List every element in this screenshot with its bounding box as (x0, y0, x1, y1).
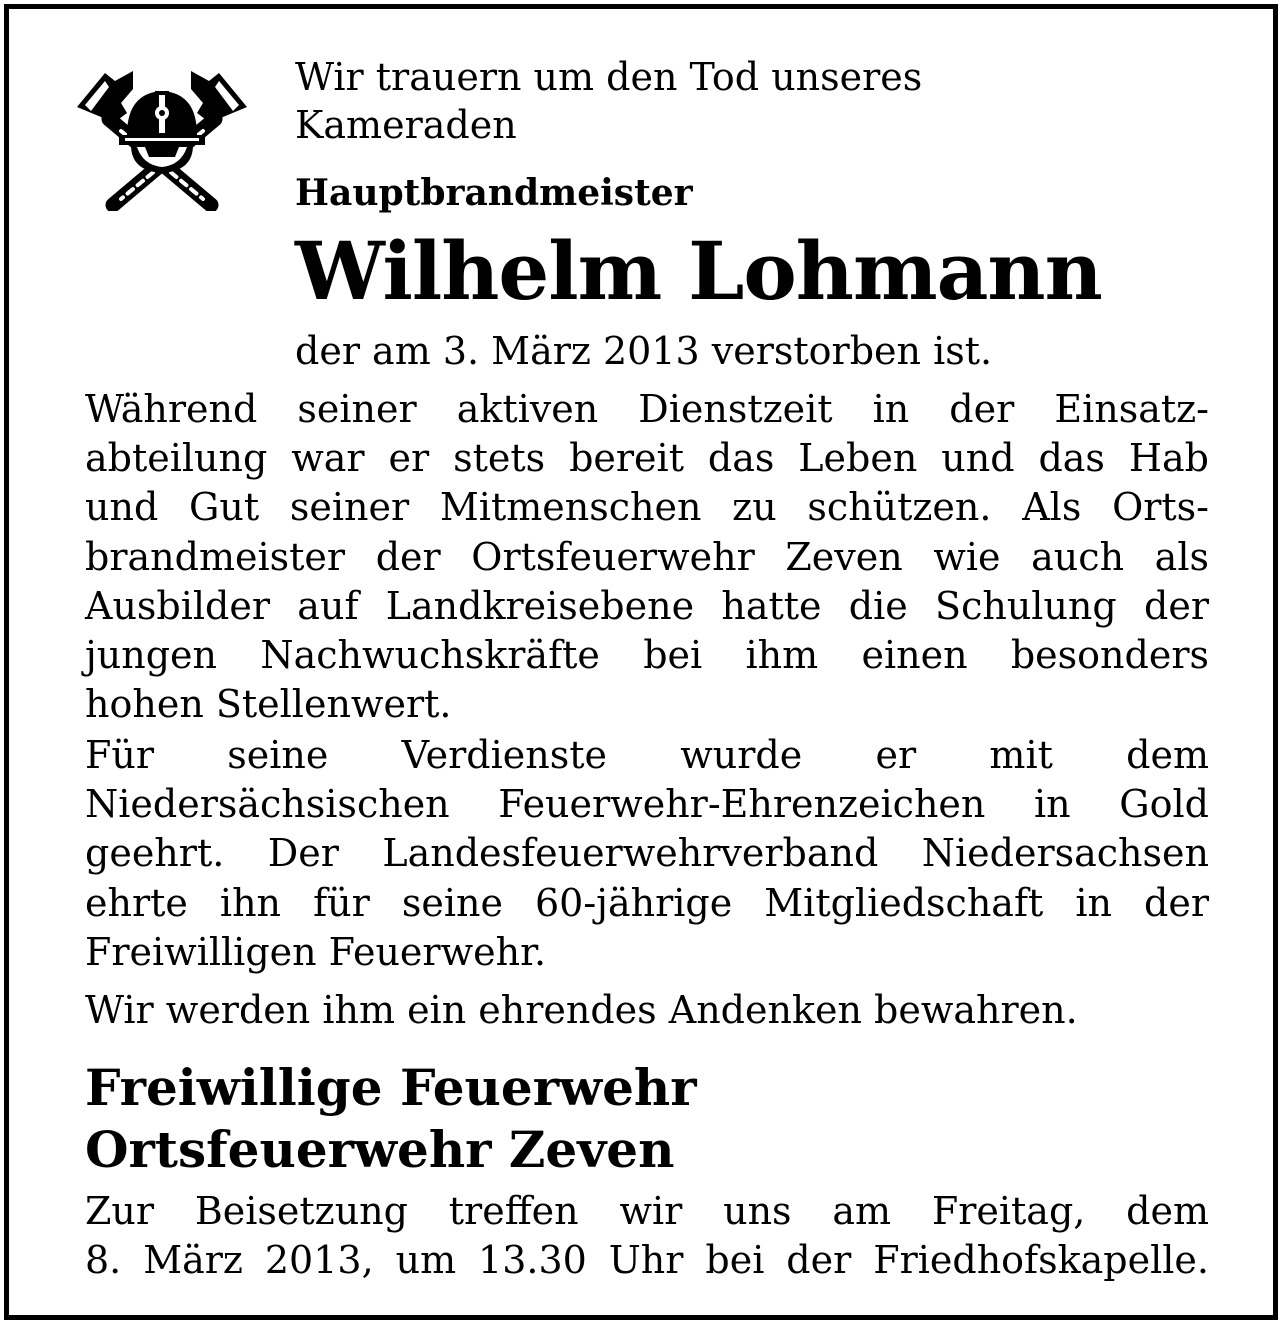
paragraph-service (85, 385, 1209, 729)
text-line: Wir werden ihm ein ehrendes Andenken bewahren. (85, 988, 1078, 1032)
text-line: Ausbilder auf Landkreisebene hatte die Schulung der (85, 583, 1209, 628)
rank-title: Hauptbrandmeister (295, 172, 693, 214)
text-line: jungen Nachwuchskräfte bei ihm einen besonders (85, 632, 1209, 677)
death-date-line: der am 3. März 2013 verstorben ist. (295, 329, 993, 373)
organization-signature (85, 1057, 697, 1181)
text-line: Freiwilligen Feuerwehr. (85, 929, 547, 974)
deceased-name: Wilhelm Lohmann (295, 224, 1102, 318)
text-line: 8. März 2013, um 13.30 Uhr bei der Friedhofskapelle. (85, 1238, 1209, 1283)
text-line: brandmeister der Ortsfeuerwehr Zeven wie auch als (85, 534, 1209, 579)
closing-sentence (85, 986, 1209, 1035)
fire-brigade-emblem-icon (71, 59, 253, 211)
organization-line-2: Ortsfeuerwehr Zeven (85, 1120, 675, 1179)
text-line: Niedersächsischen Feuerwehr-Ehrenzeichen in Gold (85, 782, 1209, 827)
paragraph-honors (85, 731, 1209, 977)
text-line: und Gut seiner Mitmenschen zu schützen. Als Orts- (85, 485, 1209, 530)
text-line: Während seiner aktiven Dienstzeit in der Einsatz- (85, 387, 1209, 431)
text-line: geehrt. Der Landesfeuerwehrverband Niedersachsen (85, 831, 1209, 876)
obituary-frame (4, 4, 1278, 1320)
intro-line-2: Kameraden (295, 103, 517, 147)
text-line: Für seine Verdienste wurde er mit dem (85, 733, 1209, 777)
intro-line-1: Wir trauern um den Tod unseres (295, 55, 923, 99)
text-line: Zur Beisetzung treffen wir uns am Freitag, dem (85, 1189, 1209, 1233)
funeral-notice (85, 1187, 1209, 1285)
organization-line-1: Freiwillige Feuerwehr (85, 1058, 697, 1117)
text-line: hohen Stellenwert. (85, 682, 452, 727)
intro-text (295, 53, 922, 149)
text-line: abteilung war er stets bereit das Leben und das Hab (85, 436, 1209, 481)
text-line: ehrte ihn für seine 60-jährige Mitgliedschaft in der (85, 880, 1209, 925)
